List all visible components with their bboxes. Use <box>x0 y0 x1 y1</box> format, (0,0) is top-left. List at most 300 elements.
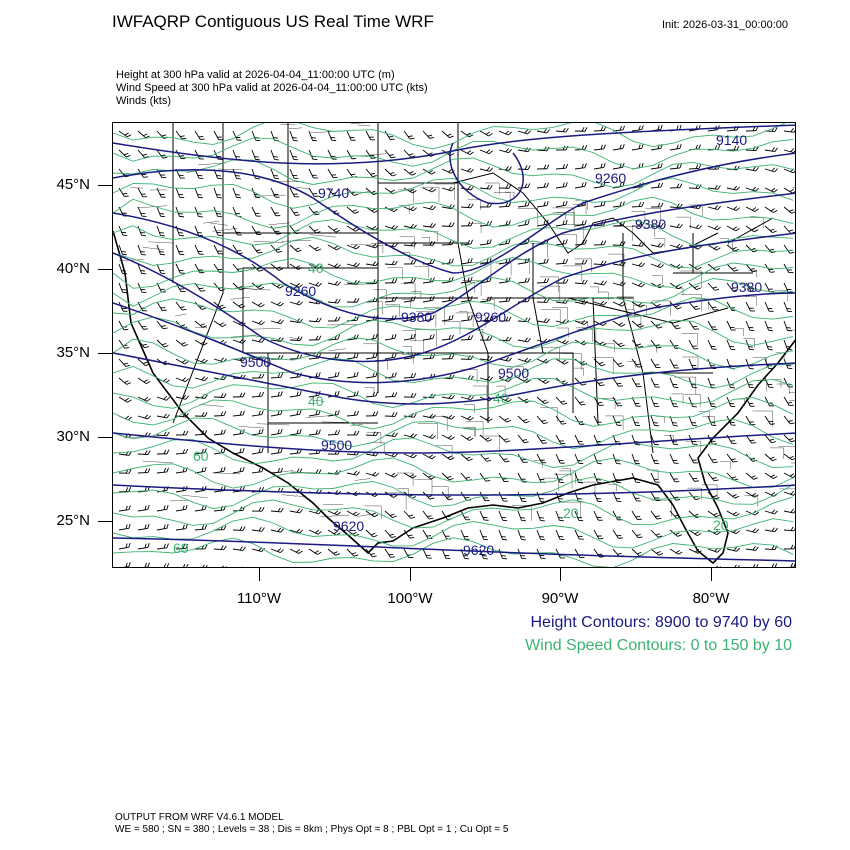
wind-barb <box>537 298 549 302</box>
wind-barb <box>499 529 507 542</box>
wind-barb <box>480 432 492 443</box>
county-line <box>239 426 264 428</box>
wind-barb <box>708 338 717 351</box>
wind-barb <box>347 148 356 160</box>
wind-barb <box>404 166 416 177</box>
wind-barb <box>556 394 567 406</box>
model-config: WE = 580 ; SN = 380 ; Levels = 38 ; Dis = 8km ; Phys Opt = 8 ; PBL Opt = 1 ; Cu Opt = 5 <box>115 824 509 835</box>
wind-barb <box>251 448 264 454</box>
wind-barb <box>157 468 169 473</box>
lon-tick <box>259 568 260 581</box>
wind-barb <box>176 244 184 257</box>
wind-barb <box>252 317 265 325</box>
county-line <box>720 242 733 252</box>
wind-barb <box>366 392 378 397</box>
county-line <box>496 263 511 275</box>
wind-barb <box>441 277 453 283</box>
wind-barb <box>613 356 624 368</box>
height-contour-label: 9740 <box>318 185 350 201</box>
wind-barb <box>575 279 587 284</box>
wind-barb <box>423 566 431 568</box>
height-contour-label: 9140 <box>716 132 748 148</box>
wind-barb <box>271 205 280 217</box>
wind-barb <box>746 545 758 551</box>
county-line <box>175 314 187 316</box>
wind-barb <box>347 129 356 142</box>
wind-barb <box>157 167 166 179</box>
wind-barb <box>556 452 565 465</box>
wind-barb <box>138 468 150 473</box>
wind-barb <box>746 451 757 463</box>
county-line <box>195 327 207 328</box>
county-line <box>461 370 478 383</box>
wind-barb <box>252 374 264 378</box>
wind-barb <box>651 241 664 248</box>
wind-barb <box>309 430 321 435</box>
wind-barb <box>137 505 149 511</box>
wind-barb <box>290 507 303 513</box>
wind-barb <box>175 524 187 530</box>
wind-barb <box>613 528 623 540</box>
wind-barb <box>271 565 283 568</box>
wind-barb <box>461 222 473 226</box>
wind-barb <box>670 546 682 556</box>
wind-barb <box>404 566 413 568</box>
wind-barb <box>157 244 165 257</box>
county-line <box>622 316 641 331</box>
wind-barb <box>290 261 302 271</box>
wind-barb <box>404 129 414 141</box>
wind-barb <box>613 279 626 286</box>
county-line <box>269 223 290 225</box>
county-line <box>615 227 633 241</box>
wind-barb <box>480 165 493 172</box>
wind-barb <box>518 202 530 207</box>
wind-barb <box>119 487 131 492</box>
wind-barb <box>328 298 340 303</box>
wind-barb <box>176 431 188 435</box>
wind-barb <box>594 395 604 407</box>
wind-barb <box>518 529 526 542</box>
county-line <box>355 479 371 481</box>
wind-barb <box>708 184 720 189</box>
wind-barb <box>195 374 208 381</box>
wind-barb <box>175 505 188 511</box>
wind-barb <box>555 220 568 226</box>
wind-barb <box>480 529 488 542</box>
wind-barb <box>423 528 433 540</box>
wind-barb <box>176 393 189 400</box>
wind-barb <box>138 244 146 257</box>
wind-barb <box>119 375 131 386</box>
wind-barb <box>594 547 604 559</box>
wind-barb <box>270 448 282 454</box>
wind-contour <box>113 517 793 548</box>
wind-barb <box>290 545 303 554</box>
wind-barb <box>461 490 471 502</box>
wind-barb <box>137 524 150 530</box>
wind-barb <box>670 280 682 290</box>
county-line <box>311 132 333 133</box>
wind-barb <box>574 163 586 169</box>
wind-barb <box>651 260 664 268</box>
wind-barb <box>403 296 415 302</box>
county-line <box>598 292 608 300</box>
height-contour-label: 9620 <box>463 542 495 558</box>
wind-barb <box>727 223 739 232</box>
wind-barb <box>442 128 454 139</box>
wind-barb <box>384 334 397 340</box>
wind-barb <box>746 261 757 273</box>
wind-barb <box>689 471 699 483</box>
wind-barb <box>613 509 622 521</box>
wind-barb <box>594 509 603 522</box>
wind-barb <box>689 338 698 350</box>
wind-barb <box>765 165 778 172</box>
wind-barb <box>442 355 454 359</box>
wind-barb <box>138 128 150 139</box>
wind-barb <box>727 433 736 445</box>
wind-barb <box>727 242 739 252</box>
wind-barb <box>252 299 264 308</box>
wind-barb <box>518 432 529 444</box>
wind-barb <box>271 507 283 512</box>
wind-barb <box>556 127 568 132</box>
wind-barb <box>271 168 279 181</box>
wind-barb <box>784 243 794 255</box>
wind-barb <box>328 317 340 321</box>
map-panel <box>112 122 796 568</box>
wind-barb <box>499 452 509 464</box>
wind-barb <box>499 432 510 443</box>
wind-barb <box>232 467 244 473</box>
county-line <box>131 188 143 189</box>
wind-barb <box>214 148 222 161</box>
wind-barb <box>765 339 773 352</box>
wind-barb <box>251 410 263 416</box>
wind-barb <box>195 262 204 274</box>
county-line <box>651 500 671 516</box>
wind-barb <box>594 453 602 466</box>
wind-barb <box>613 202 625 207</box>
county-line <box>511 260 529 275</box>
wind-barb <box>480 471 490 483</box>
wind-barb <box>670 396 678 409</box>
wind-barb <box>423 203 436 210</box>
wind-barb <box>442 412 455 420</box>
wind-barb <box>290 130 298 143</box>
county-line <box>743 338 754 347</box>
height-contour-label: 9260 <box>285 283 317 299</box>
county-line <box>289 128 302 129</box>
wind-barb <box>499 146 512 153</box>
wind-barb <box>233 224 242 237</box>
wind-barb <box>594 145 606 150</box>
wind-barb <box>632 376 641 388</box>
wind-barb <box>632 528 643 540</box>
wind-barb <box>575 127 587 131</box>
wind-barb <box>536 201 548 207</box>
wind-barb <box>784 526 796 531</box>
wind-barb <box>575 395 585 407</box>
wind-barb <box>195 564 207 568</box>
wind-barb <box>214 545 226 550</box>
wind-barb <box>746 242 757 253</box>
lat-label-45: 45°N <box>56 176 90 193</box>
wind-barb <box>480 355 492 360</box>
wind-barb <box>727 564 739 568</box>
wind-barb <box>404 260 416 264</box>
wind-barb <box>195 243 204 256</box>
wind-barb <box>518 510 526 523</box>
wind-barb <box>442 184 455 191</box>
wind-barb <box>784 488 796 496</box>
wind-barb <box>727 203 740 211</box>
wind-barb <box>784 469 796 478</box>
lat-tick <box>98 521 112 522</box>
wind-barb <box>765 563 777 568</box>
wind-barb <box>423 509 433 521</box>
county-line <box>682 334 698 347</box>
wind-barb <box>252 526 264 531</box>
county-line <box>744 496 757 507</box>
county-line <box>327 325 357 326</box>
wind-barb <box>688 125 700 131</box>
wind-barb <box>613 395 622 407</box>
wind-barb <box>480 146 493 154</box>
wind-barb <box>366 148 376 160</box>
wind-barb <box>176 225 184 238</box>
wind-barb <box>271 224 281 236</box>
wind-barb <box>118 562 130 568</box>
county-line <box>469 223 482 233</box>
wind-barb <box>746 300 755 313</box>
wind-barb <box>555 201 568 207</box>
wind-barb <box>252 507 264 511</box>
height-contour-label: 9500 <box>498 365 530 381</box>
county-line <box>351 123 369 124</box>
county-line <box>745 297 757 306</box>
wind-barb <box>214 564 227 568</box>
lon-label-110: 110°W <box>236 590 282 607</box>
wind-barb <box>727 489 739 500</box>
height-contour-label: 9500 <box>240 354 272 370</box>
wind-barb <box>309 242 321 252</box>
wind-barb <box>499 165 511 171</box>
wind-barb <box>271 298 284 306</box>
wind-barb <box>423 222 435 228</box>
wind-barb <box>366 260 379 266</box>
wind-barb <box>442 335 454 340</box>
wind-barb <box>537 317 549 323</box>
lat-tick <box>98 353 112 354</box>
wind-barb <box>118 505 130 511</box>
wind-barb <box>404 185 416 194</box>
county-line <box>143 461 173 463</box>
wind-barb <box>347 469 360 476</box>
wind-barb <box>252 392 264 397</box>
chart-title: IWFAQRP Contiguous US Real Time WRF <box>112 12 434 31</box>
wind-barb <box>537 183 549 188</box>
wind-barb <box>309 565 321 568</box>
county-line <box>720 461 730 469</box>
wind-barb <box>575 566 585 568</box>
wind-barb <box>366 566 376 568</box>
wind-barb <box>689 489 700 501</box>
wind-barb <box>670 415 678 428</box>
wind-barb <box>157 412 170 418</box>
wind-barb <box>271 373 283 378</box>
wind-barb <box>138 412 151 419</box>
wind-barb <box>479 296 491 302</box>
wind-contour-label: 40 <box>493 390 509 406</box>
wind-barb <box>404 278 416 283</box>
wind-barb <box>157 128 168 140</box>
wind-barb <box>347 411 359 416</box>
wind-barb <box>251 429 264 435</box>
wind-barb <box>575 472 583 485</box>
county-line <box>289 338 302 340</box>
wind-barb <box>157 563 169 568</box>
wind-barb <box>670 338 680 350</box>
county-line <box>358 125 370 126</box>
wind-barb <box>328 430 340 435</box>
wind-barb <box>328 279 341 286</box>
county-line <box>210 223 228 226</box>
wind-barb <box>461 412 474 421</box>
wind-barb <box>385 166 396 177</box>
wind-barb <box>784 301 792 314</box>
county-line <box>253 241 283 243</box>
county-line <box>371 243 383 253</box>
wind-barb <box>499 548 507 561</box>
wind-barb <box>746 489 758 499</box>
county-line <box>680 271 701 288</box>
wind-barb <box>575 375 586 386</box>
wind-barb <box>670 164 682 169</box>
wind-barb <box>631 125 643 131</box>
county-line <box>656 416 664 423</box>
wind-barb <box>499 127 512 135</box>
lat-label-30: 30°N <box>56 428 90 445</box>
wind-barb <box>441 296 454 302</box>
init-time: Init: 2026-03-31_00:00:00 <box>662 19 788 31</box>
wind-barb <box>651 280 663 289</box>
wind-barb <box>328 148 337 161</box>
lat-label-25: 25°N <box>56 512 90 529</box>
wind-contour-legend: Wind Speed Contours: 0 to 150 by 10 <box>525 637 792 654</box>
wind-barb <box>499 184 511 188</box>
wind-barb <box>176 262 185 275</box>
wind-barb <box>784 395 794 407</box>
wind-barb <box>270 429 283 435</box>
wind-barb <box>765 488 778 497</box>
wind-barb <box>555 239 567 245</box>
wind-barb <box>157 337 168 348</box>
wind-barb <box>575 260 587 264</box>
wind-barb <box>137 543 149 549</box>
county-line <box>479 436 499 452</box>
wind-barb <box>119 128 131 138</box>
wind-barb <box>765 204 777 214</box>
county-line <box>218 169 243 170</box>
wind-barb <box>157 393 170 401</box>
wind-barb <box>480 374 493 381</box>
wind-barb <box>670 564 683 568</box>
wind-barb <box>689 319 699 331</box>
wind-barb <box>233 526 245 530</box>
lon-label-80: 80°W <box>692 590 730 607</box>
wind-barb <box>384 353 396 359</box>
wind-barb <box>480 451 491 463</box>
lat-label-35: 35°N <box>56 344 90 361</box>
wind-barb <box>651 338 661 350</box>
wind-barb <box>518 394 530 404</box>
wind-barb <box>347 546 358 557</box>
wind-barb <box>727 508 739 517</box>
wind-barb <box>138 393 151 402</box>
wind-barb <box>632 318 644 329</box>
wind-barb <box>195 525 207 530</box>
wind-barb <box>765 320 773 333</box>
wind-barb <box>784 165 796 173</box>
height-contour-legend: Height Contours: 8900 to 9740 by 60 <box>530 614 792 631</box>
wind-barb <box>118 543 131 549</box>
wind-barb <box>593 163 605 169</box>
wind-barb <box>499 490 508 503</box>
county-line <box>778 447 796 464</box>
wind-barb <box>537 529 545 542</box>
wind-barb <box>765 526 778 532</box>
wind-barb <box>670 184 682 188</box>
wind-barb <box>537 278 549 283</box>
wind-barb <box>765 451 777 462</box>
wind-barb <box>784 127 796 132</box>
wind-barb <box>632 260 645 267</box>
height-contour-label: 9380 <box>635 216 667 232</box>
wind-barb <box>556 528 564 541</box>
wind-barb <box>195 299 206 311</box>
county-line <box>652 276 662 284</box>
wind-barb <box>347 431 359 435</box>
wind-barb <box>594 126 606 131</box>
wind-barb <box>651 453 659 466</box>
lon-tick <box>560 568 561 581</box>
county-line <box>770 448 784 459</box>
wind-barb <box>708 452 718 464</box>
wind-barb <box>366 431 378 436</box>
wind-barb <box>651 376 660 389</box>
county-line <box>148 242 174 243</box>
wind-barb <box>214 411 226 416</box>
wind-barb <box>499 509 507 522</box>
wind-barb <box>213 467 226 473</box>
lat-tick <box>98 185 112 186</box>
wind-barb <box>575 240 587 245</box>
wind-barb <box>689 357 697 370</box>
county-line <box>241 288 271 290</box>
wind-barb <box>651 203 663 207</box>
wind-barb <box>746 203 759 212</box>
wind-barb <box>309 205 320 217</box>
wind-barb <box>480 567 488 568</box>
wind-barb <box>518 336 531 342</box>
wind-barb <box>271 242 282 254</box>
county-line <box>789 400 796 408</box>
wind-barb <box>612 144 624 150</box>
wind-barb <box>499 471 509 483</box>
height-contour-label: 9380 <box>401 309 433 325</box>
